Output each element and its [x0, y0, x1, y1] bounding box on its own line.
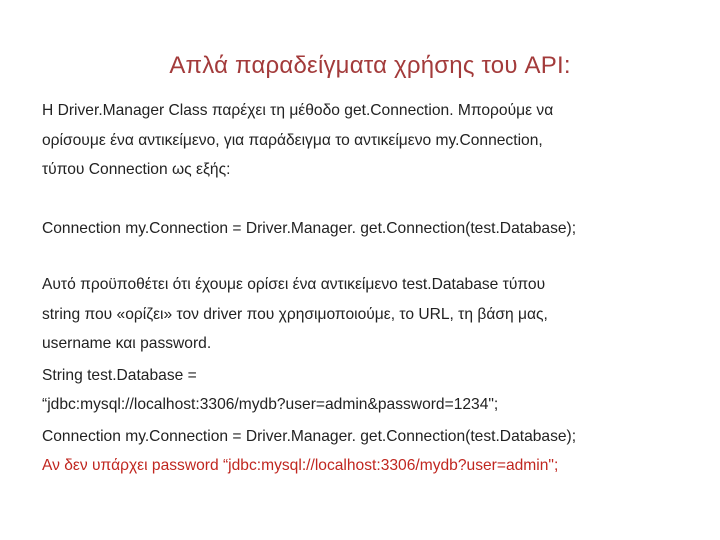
string-definition: [42, 361, 702, 420]
slide-content: [42, 96, 702, 481]
intro-line: τύπου Connection ως εξής:: [42, 161, 231, 178]
code-line-connection: Connection my.Connection = Driver.Manager. get.Connection(test.Database);: [42, 219, 577, 237]
slide-title: Απλά παραδείγματα χρήσης του API:: [169, 52, 571, 79]
explanation-line: Αυτό προϋποθέτει ότι έχουμε ορίσει ένα αντικείμενο test.Database τύπου: [42, 276, 546, 293]
string-def-line: “jdbc:mysql://localhost:3306/mydb?user=admin&password=1234";: [42, 396, 499, 413]
code-line-connection-repeat: Connection my.Connection = Driver.Manager. get.Connection(test.Database);: [42, 427, 577, 445]
explanation-line: username και password.: [42, 335, 212, 352]
explanation-line: string που «ορίζει» τον driver που χρησιμοποιούμε, το URL, τη βάση μας,: [42, 305, 548, 323]
intro-paragraph: [42, 96, 702, 185]
string-def-line: String test.Database =: [42, 366, 197, 384]
intro-line: Η Driver.Manager Class παρέχει τη μέθοδο get.Connection. Μπορούμε να: [42, 102, 554, 119]
intro-line: ορίσουμε ένα αντικείμενο, για παράδειγμα το αντικείμενο my.Connection,: [42, 131, 543, 149]
explanation-paragraph: [42, 270, 702, 359]
no-password-note: Αν δεν υπάρχει password “jdbc:mysql://localhost:3306/mydb?user=admin";: [42, 457, 559, 474]
